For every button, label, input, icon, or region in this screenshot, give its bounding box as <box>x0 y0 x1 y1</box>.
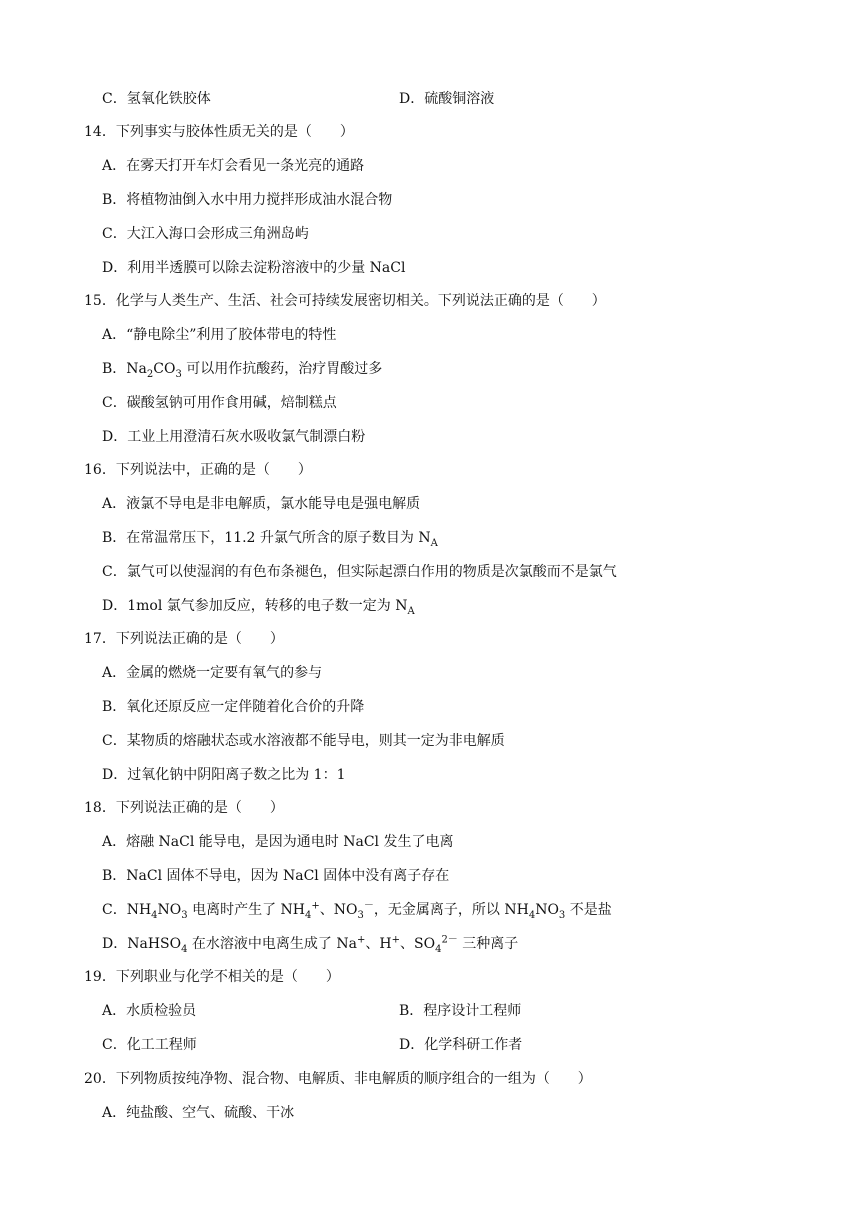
q17-option-a: A．金属的燃烧一定要有氧气的参与 <box>102 665 323 681</box>
q14-stem: 14．下列事实与胶体性质无关的是（ ） <box>84 124 354 140</box>
q20-option-a: A．纯盐酸、空气、硫酸、干冰 <box>102 1105 295 1121</box>
q20-stem: 20．下列物质按纯净物、混合物、电解质、非电解质的顺序组合的一组为（ ） <box>84 1071 592 1087</box>
q13-option-d: D．硫酸铜溶液 <box>399 91 495 107</box>
q18-option-d: D．NaHSO$_4$ 在水溶液中电离生成了 Na+、H+、$SO_4^{2-}$ 三种离子 <box>102 934 519 955</box>
q15-option-b: B．$Na_2CO_3$ 可以用作抗酸药，治疗胃酸过多 <box>102 361 383 380</box>
q15-option-a: A．“静电除尘”利用了胶体带电的特性 <box>102 327 337 343</box>
q17-option-d: D．过氧化钠中阴阳离子数之比为 1：1 <box>102 767 346 783</box>
q13-option-c: C．氢氧化铁胶体 <box>102 91 211 107</box>
q16-option-c: C．氯气可以使湿润的有色布条褪色，但实际起漂白作用的物质是次氯酸而不是氯气 <box>102 564 617 580</box>
q19-option-d: D．化学科研工作者 <box>399 1037 523 1053</box>
q17-option-b: B．氧化还原反应一定伴随着化合价的升降 <box>102 699 365 715</box>
q15-option-c: C．碳酸氢钠可用作食用碱，焙制糕点 <box>102 395 337 411</box>
q19-option-a: A．水质检验员 <box>102 1003 197 1019</box>
q14-option-b: B．将植物油倒入水中用力搅拌形成油水混合物 <box>102 192 393 208</box>
q14-option-d: D．利用半透膜可以除去淀粉溶液中的少量 NaCl <box>102 260 406 276</box>
q18-option-a: A．熔融 NaCl 能导电，是因为通电时 NaCl 发生了电离 <box>102 834 454 850</box>
q17-option-c: C．某物质的熔融状态或水溶液都不能导电，则其一定为非电解质 <box>102 733 505 749</box>
q19-stem: 19．下列职业与化学不相关的是（ ） <box>84 969 340 985</box>
q14-option-a: A．在雾天打开车灯会看见一条光亮的通路 <box>102 158 365 174</box>
q16-option-d: D．1mol 氯气参加反应，转移的电子数一定为 $N_A$ <box>102 598 415 617</box>
q18-option-b: B．NaCl 固体不导电，因为 NaCl 固体中没有离子存在 <box>102 868 450 884</box>
q16-option-b: B．在常温常压下，11.2 升氯气所含的原子数目为 $N_A$ <box>102 530 438 549</box>
q17-stem: 17．下列说法正确的是（ ） <box>84 631 284 647</box>
q14-option-c: C．大江入海口会形成三角洲岛屿 <box>102 226 309 242</box>
q16-option-a: A．液氯不导电是非电解质，氯水能导电是强电解质 <box>102 496 421 512</box>
q18-stem: 18．下列说法正确的是（ ） <box>84 800 284 816</box>
q15-option-d: D．工业上用澄清石灰水吸收氯气制漂白粉 <box>102 429 366 445</box>
q16-stem: 16．下列说法中，正确的是（ ） <box>84 462 312 478</box>
q15-stem: 15．化学与人类生产、生活、社会可持续发展密切相关。下列说法正确的是（ ） <box>84 293 606 309</box>
q19-option-b: B．程序设计工程师 <box>399 1003 522 1019</box>
q19-option-c: C．化工工程师 <box>102 1037 197 1053</box>
q18-option-c: C．$NH_4NO_3$ 电离时产生了 $NH_4^+$、$NO_3^-$，无金属离子，所以 $NH_4NO_3$ 不是盐 <box>102 900 612 921</box>
